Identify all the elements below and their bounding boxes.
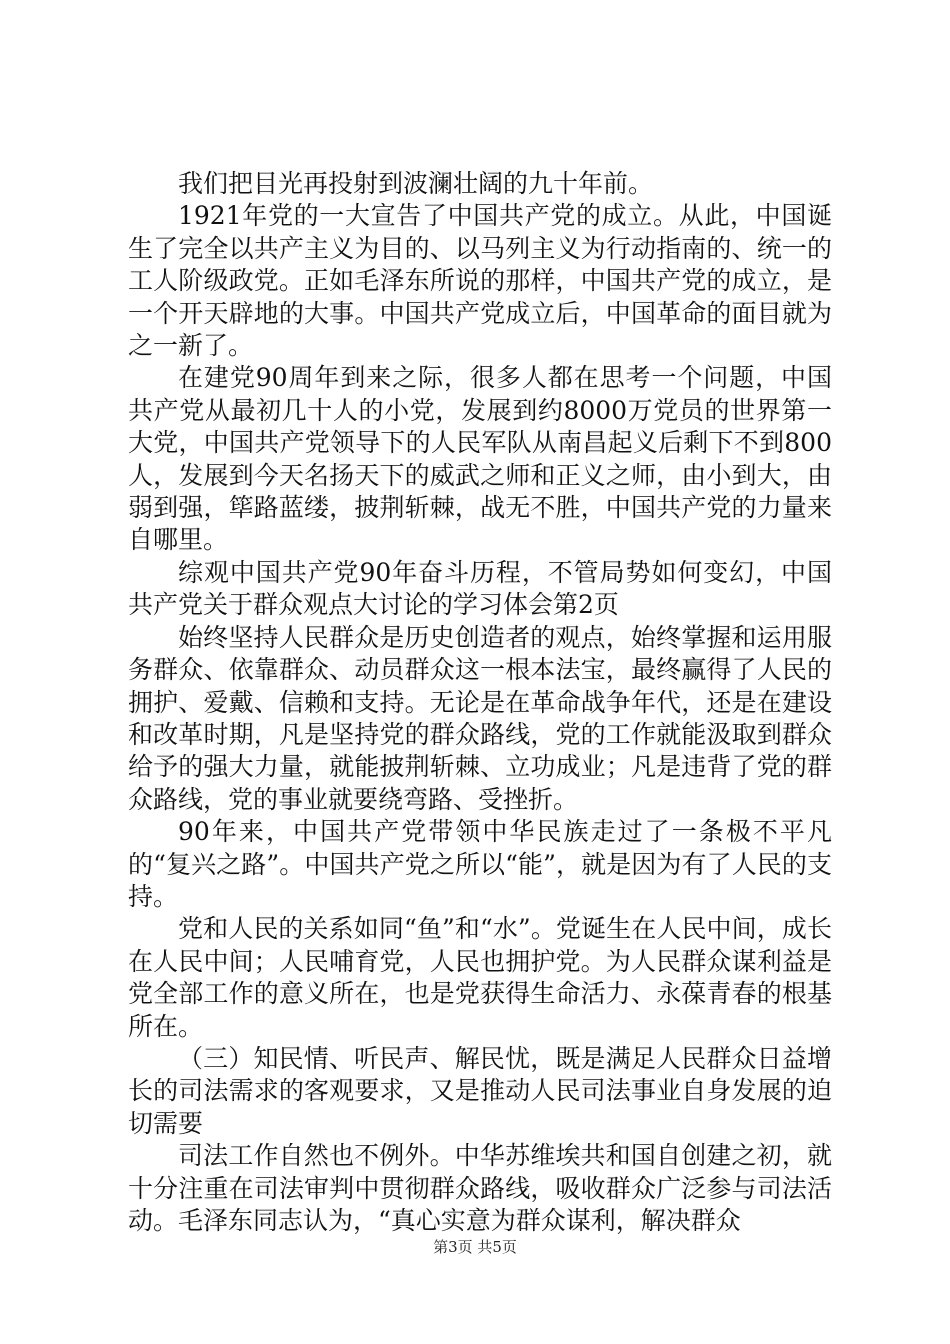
paragraph: 司法工作自然也不例外。中华苏维埃共和国自创建之初，就十分注重在司法审判中贯彻群众路线，吸收群众广泛参与司法活动。毛泽东同志认为，“真心实意为群众谋利，解决群众 [128,1141,832,1235]
paragraph: 始终坚持人民群众是历史创造者的观点，始终掌握和运用服务群众、依靠群众、动员群众这一根本法宝，最终赢得了人民的拥护、爱戴、信赖和支持。无论是在革命战争年代，还是在建设和改革时期，凡是坚持党的群众路线，党的工作就能汲取到群众给予的强大力量，就能披荆斩棘、立功成业；凡是违背了党的群众路线，党的事业就要绕弯路、受挫折。 [128,622,832,814]
paragraph: 在建党90周年到来之际，很多人都在思考一个问题，中国共产党从最初几十人的小党，发展到约8000万党员的世界第一大党，中国共产党领导下的人民军队从南昌起义后剩下不到800人，发展到今天名扬天下的威武之师和正义之师，由小到大，由弱到强，筚路蓝缕，披荆斩棘，战无不胜，中国共产党的力量来自哪里。 [128,363,832,555]
paragraph: 综观中国共产党90年奋斗历程，不管局势如何变幻，中国共产党关于群众观点大讨论的学习体会第2页 [128,557,832,620]
page-footer: 第3页 共5页 [433,1238,517,1256]
paragraph: （三）知民情、听民声、解民忧，既是满足人民群众日益增长的司法需求的客观要求，又是推动人民司法事业自身发展的迫切需要 [128,1043,832,1138]
paragraph: 党和人民的关系如同“鱼”和“水”。党诞生在人民中间，成长在人民中间；人民哺育党，人民也拥护党。为人民群众谋利益是党全部工作的意义所在，也是党获得生命活力、永葆青春的根基所在。 [128,914,832,1041]
paragraph: 我们把目光再投射到波澜壮阔的九十年前。 [178,169,654,198]
paragraph: 1921年党的一大宣告了中国共产党的成立。从此，中国诞生了完全以共产主义为目的、以马列主义为行动指南的、统一的工人阶级政党。正如毛泽东所说的那样，中国共产党的成立，是一个开天辟地的大事。中国共产党成立后，中国革命的面目就为之一新了。 [128,201,832,361]
body-text [128,168,832,1237]
paragraph: 90年来，中国共产党带领中华民族走过了一条极不平凡的“复兴之路”。中国共产党之所以“能”，就是因为有了人民的支持。 [128,817,832,911]
